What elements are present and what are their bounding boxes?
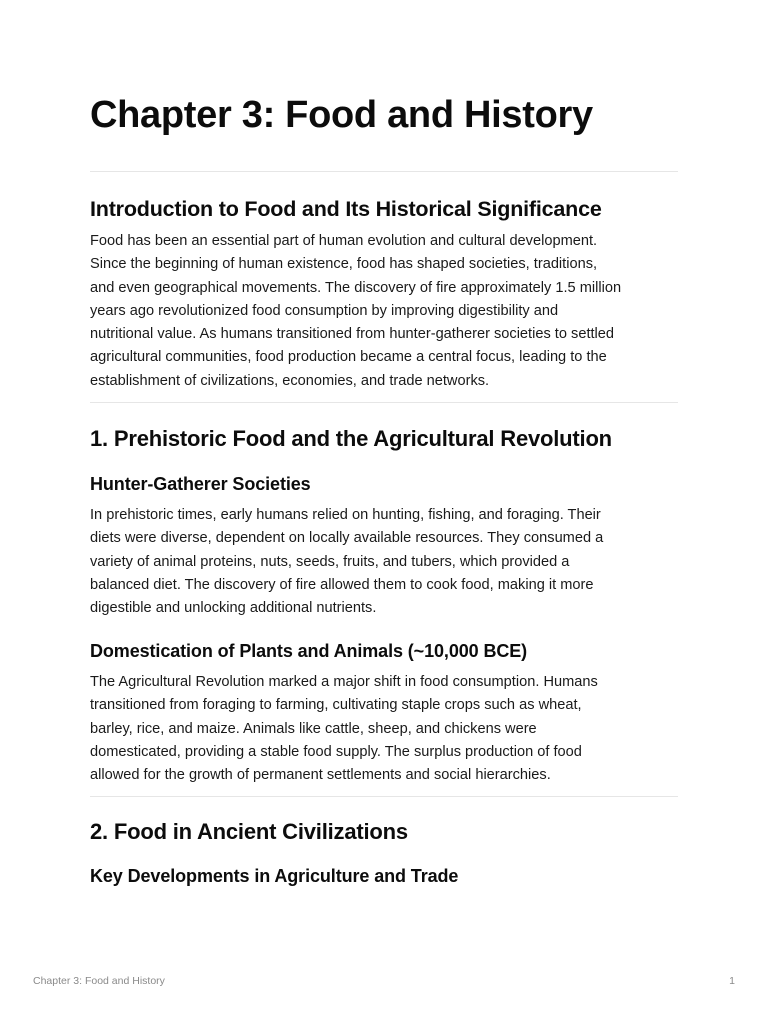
text-line: diets were diverse, dependent on locally available resources. They consumed a: [90, 530, 604, 547]
divider: [90, 402, 678, 403]
domestication-paragraph: [90, 671, 678, 787]
text-line: barley, rice, and maize. Animals like cattle, sheep, and chickens were: [90, 720, 537, 737]
hunter-gatherer-paragraph: [90, 504, 678, 620]
section-2-heading: 2. Food in Ancient Civilizations: [90, 819, 408, 844]
text-line: The Agricultural Revolution marked a major shift in food consumption. Humans: [90, 674, 598, 690]
text-line: and even geographical movements. The discovery of fire approximately 1.5 million: [90, 279, 622, 296]
page-number: 1: [729, 975, 735, 987]
section-1-heading: 1. Prehistoric Food and the Agricultural Revolution: [90, 426, 612, 451]
text-line: allowed for the growth of permanent settlements and social hierarchies.: [90, 767, 551, 784]
intro-heading: Introduction to Food and Its Historical Significance: [90, 197, 602, 221]
text-line: nutritional value. As humans transitioned from hunter-gatherer societies to settled: [90, 326, 615, 343]
text-line: years ago revolutionized food consumption by improving digestibility and: [90, 302, 559, 319]
text-line: transitioned from foraging to farming, cultivating staple crops such as wheat,: [90, 697, 582, 714]
text-line: digestible and unlocking additional nutrients.: [90, 600, 377, 617]
text-line: Since the beginning of human existence, food has shaped societies, traditions,: [90, 256, 598, 273]
text-line: domesticated, providing a stable food supply. The surplus production of food: [90, 743, 582, 760]
divider: [90, 796, 678, 797]
divider: [90, 171, 678, 172]
chapter-title: Chapter 3: Food and History: [90, 94, 593, 136]
text-line: variety of animal proteins, nuts, seeds, fruits, and tubers, which provided a: [90, 553, 570, 570]
text-line: agricultural communities, food production became a central focus, leading to the: [90, 349, 607, 366]
subsection-domestication-heading: Domestication of Plants and Animals (~10,000 BCE): [90, 641, 528, 661]
text-line: Food has been an essential part of human evolution and cultural development.: [90, 233, 598, 249]
footer-title: Chapter 3: Food and History: [33, 975, 165, 987]
text-line: balanced diet. The discovery of fire allowed them to cook food, making it more: [90, 576, 594, 593]
text-line: establishment of civilizations, economies, and trade networks.: [90, 372, 490, 389]
subsection-hunter-gatherer-heading: Hunter-Gatherer Societies: [90, 474, 311, 494]
text-line: In prehistoric times, early humans relied on hunting, fishing, and foraging. Their: [90, 507, 601, 523]
subsection-key-developments-heading: Key Developments in Agriculture and Trade: [90, 866, 459, 886]
intro-paragraph: [90, 230, 678, 393]
